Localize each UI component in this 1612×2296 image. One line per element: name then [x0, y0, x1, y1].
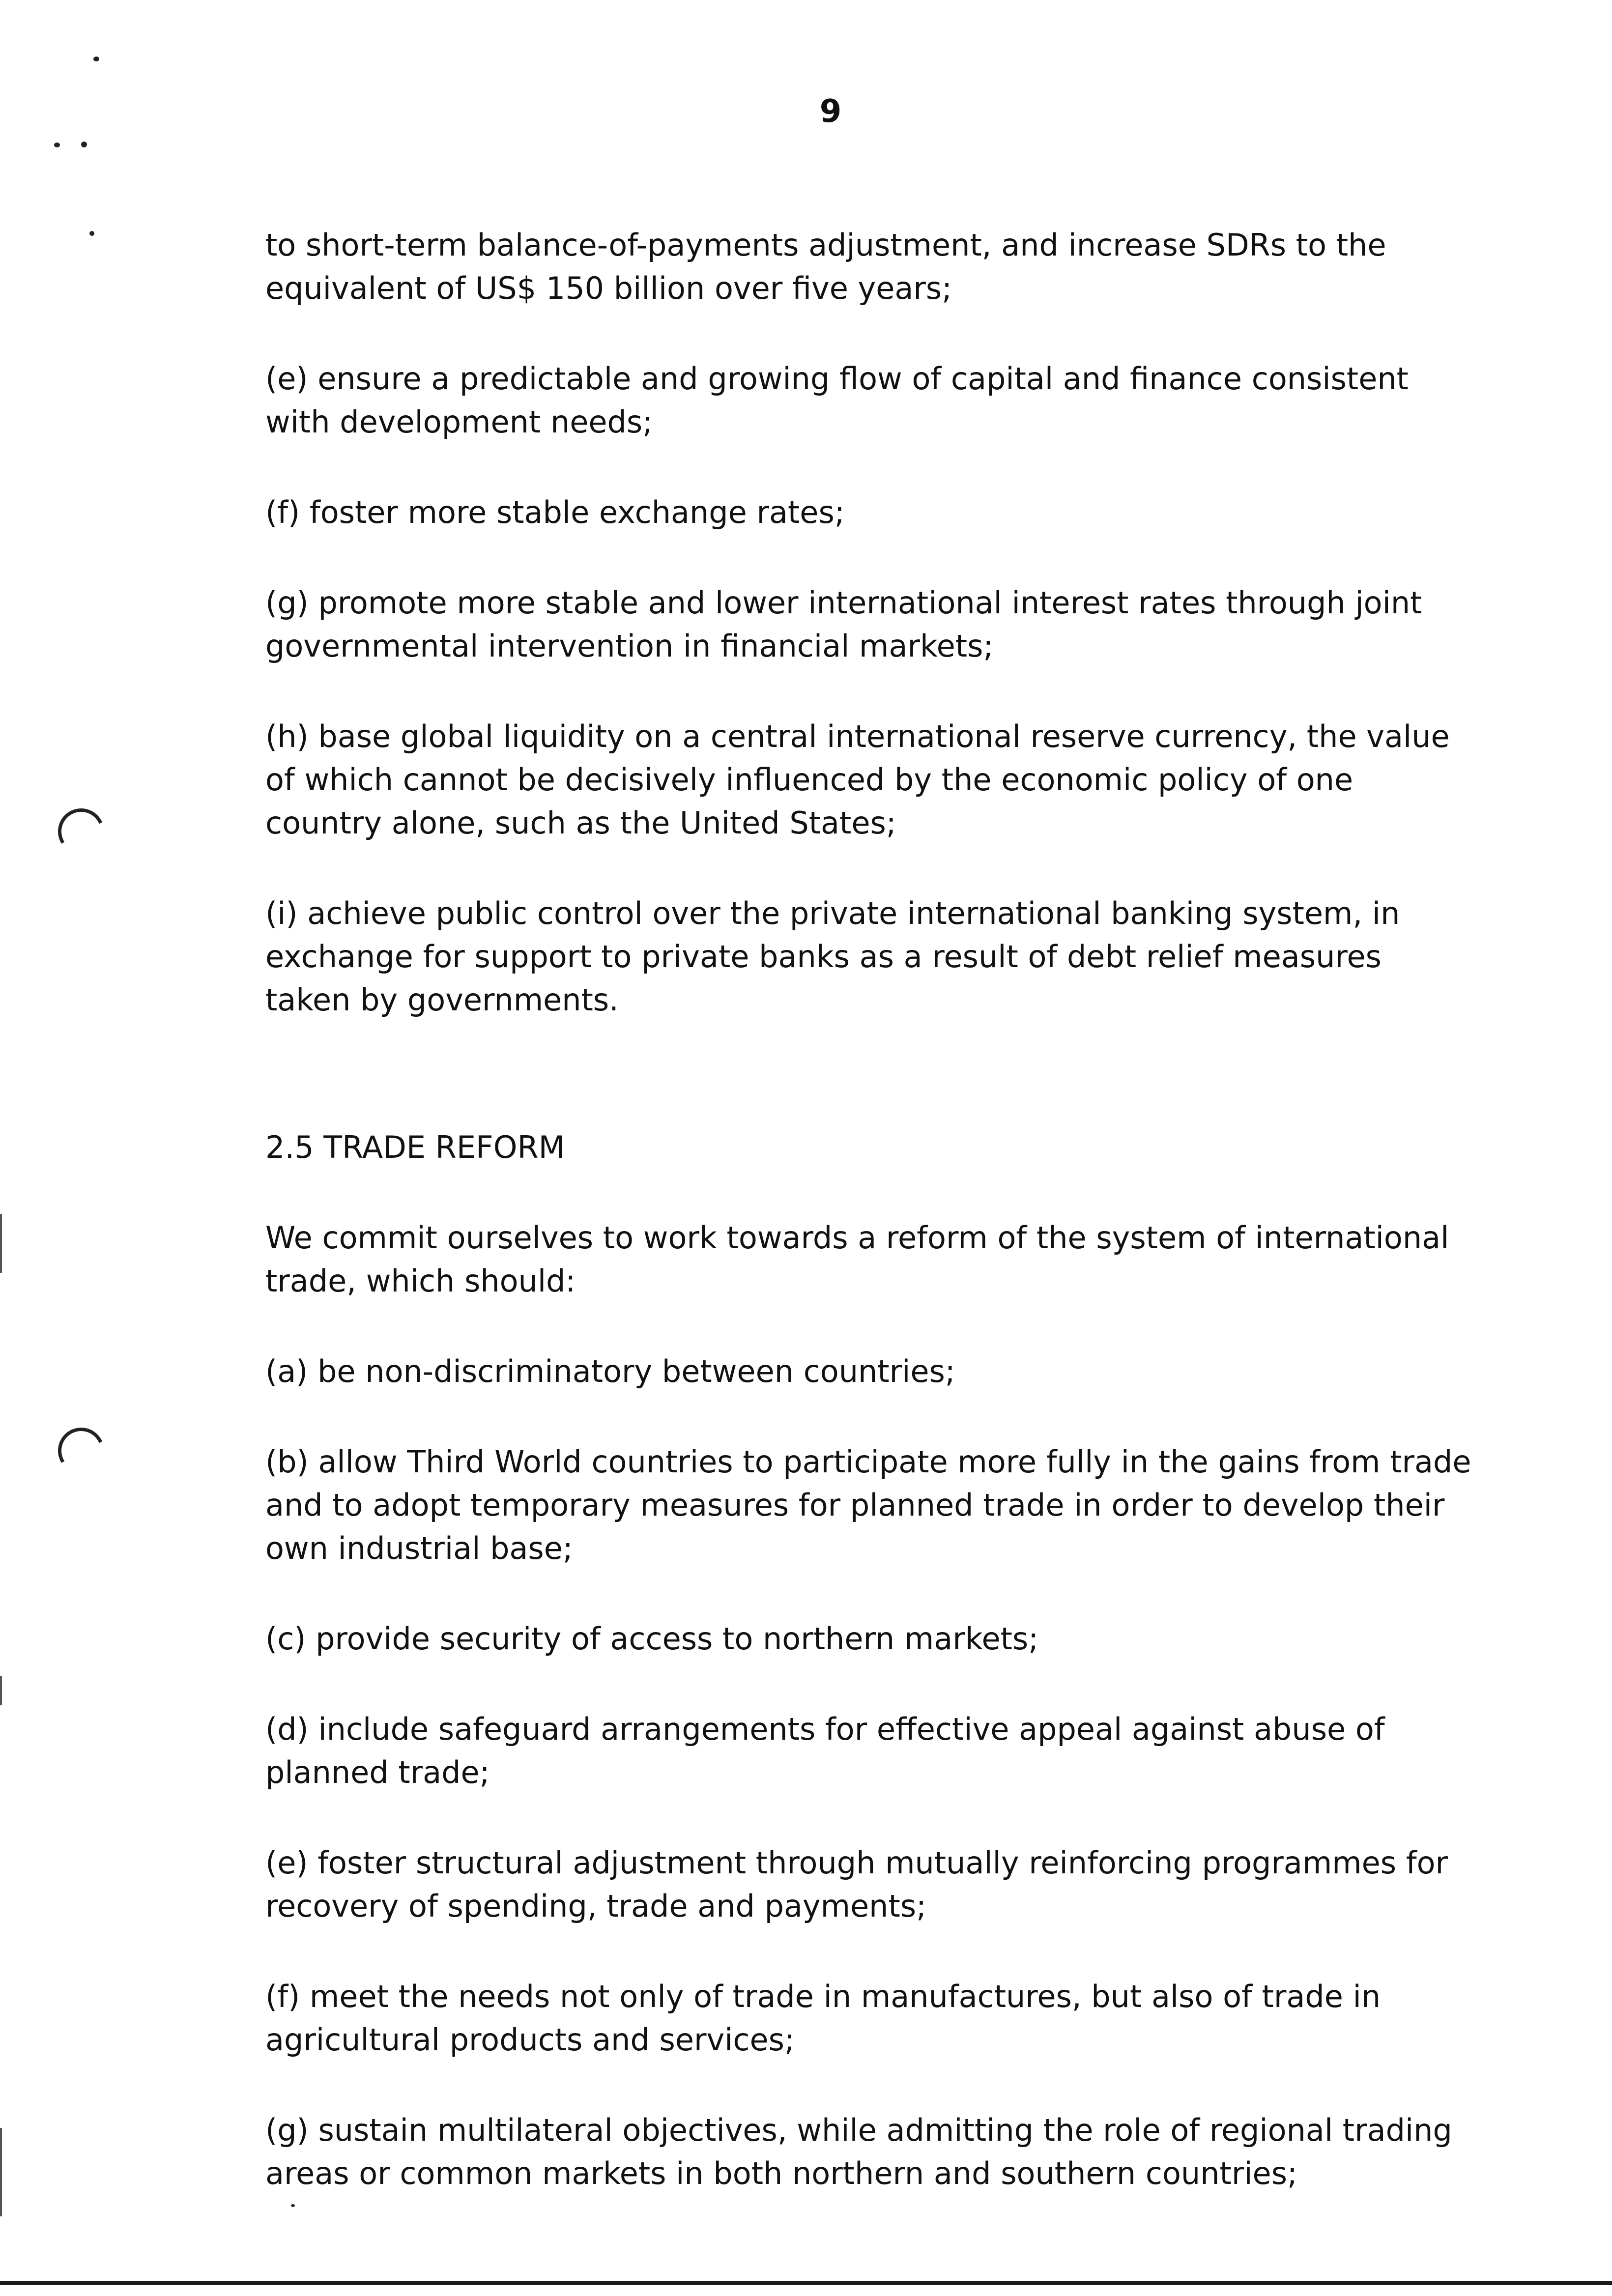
scan-edge	[0, 1676, 2, 1705]
page-bottom-edge	[0, 2281, 1612, 2285]
scan-speck	[54, 143, 60, 147]
list-item: (g) promote more stable and lower international interest rates through joint governmental intervention in financial markets;	[265, 585, 1422, 664]
punch-hole-mark	[52, 803, 110, 861]
list-item: (c) provide security of access to northern markets;	[265, 1621, 1039, 1657]
scan-edge	[0, 1214, 2, 1273]
scan-edge	[0, 2128, 2, 2216]
list-item: (g) sustain multilateral objectives, while admitting the role of regional trading areas or common markets in both northern and southern countries;	[265, 2112, 1452, 2191]
list-item: (f) foster more stable exchange rates;	[265, 494, 845, 530]
scan-speck	[93, 57, 99, 61]
section-heading: 2.5 TRADE REFORM	[265, 1129, 565, 1165]
list-item: (i) achieve public control over the private international banking system, in exchange for support to private banks as a result of debt relief measures taken by governments.	[265, 895, 1400, 1018]
punch-hole-mark	[52, 1422, 110, 1480]
list-item: (a) be non-discriminatory between countries;	[265, 1353, 955, 1389]
scan-speck	[89, 231, 94, 236]
list-item: (b) allow Third World countries to participate more fully in the gains from trade and to adopt temporary measures for planned trade in order to develop their own industrial base;	[265, 1444, 1471, 1566]
list-item: (e) ensure a predictable and growing flow of capital and finance consistent with development needs;	[265, 361, 1409, 440]
list-item: (e) foster structural adjustment through mutually reinforcing programmes for recovery of spending, trade and payments;	[265, 1845, 1448, 1924]
page-number: 9	[819, 93, 842, 130]
page-body	[265, 224, 1474, 2242]
section-intro: We commit ourselves to work towards a reform of the system of international trade, which should:	[265, 1220, 1449, 1299]
scan-speck	[81, 142, 87, 147]
list-item: (f) meet the needs not only of trade in manufactures, but also of trade in agricultural products and services;	[265, 1979, 1381, 2058]
paragraph: to short-term balance-of-payments adjustment, and increase SDRs to the equivalent of US$ 150 billion over five years;	[265, 227, 1386, 306]
list-item: (d) include safeguard arrangements for effective appeal against abuse of planned trade;	[265, 1711, 1385, 1790]
scan-speck	[291, 2204, 295, 2207]
list-item: (h) base global liquidity on a central international reserve currency, the value of which cannot be decisively influenced by the economic policy of one country alone, such as the United States;	[265, 718, 1450, 841]
